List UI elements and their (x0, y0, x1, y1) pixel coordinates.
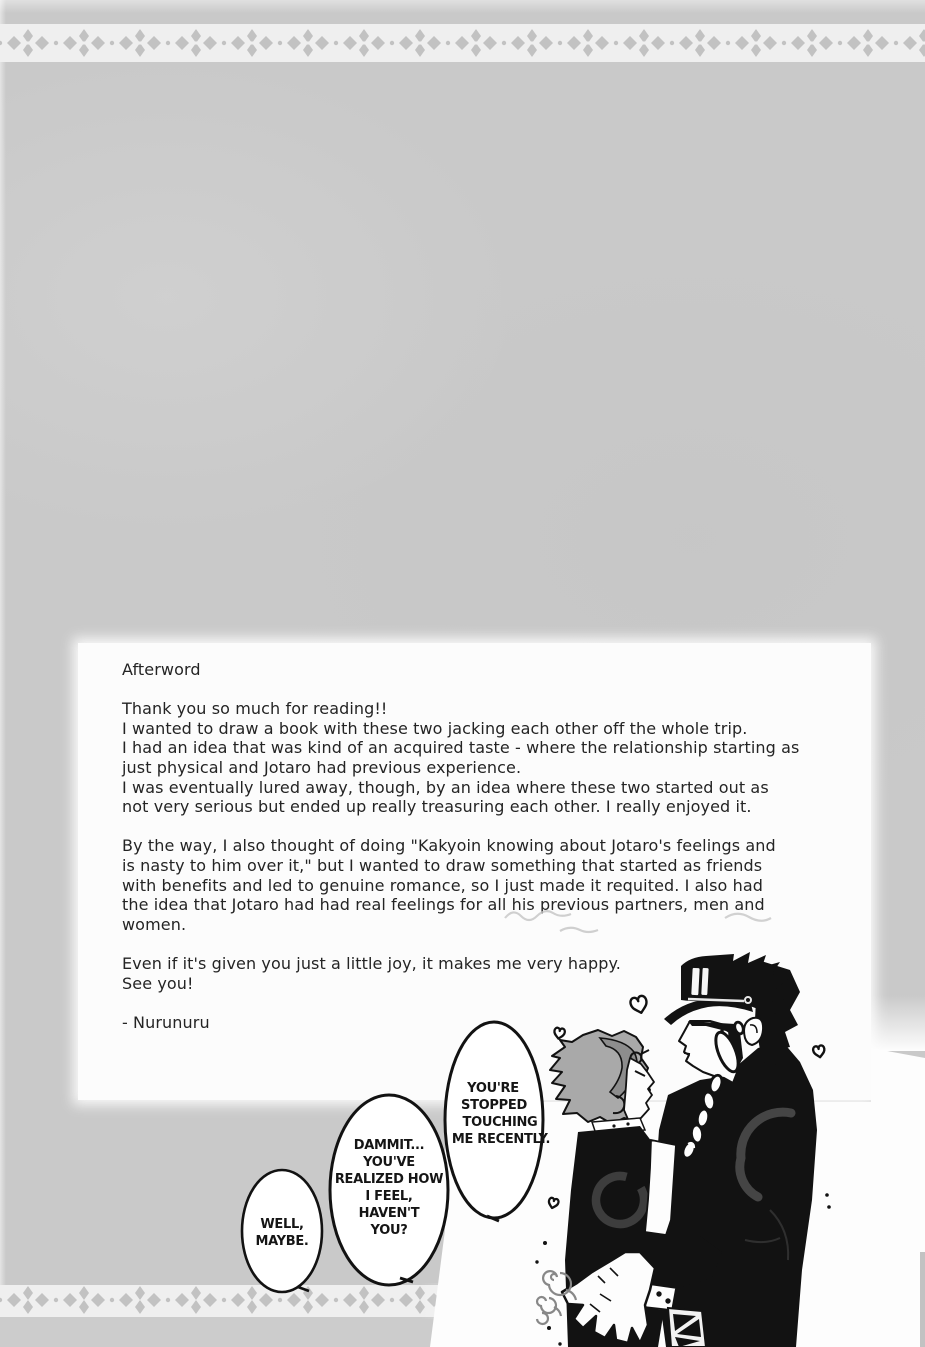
afterword-line: Thank you so much for reading!! (122, 699, 388, 719)
svg-text:YOU'VE: YOU'VE (363, 1155, 415, 1170)
svg-text:HAVEN'T: HAVEN'T (358, 1206, 420, 1221)
svg-text:ME RECENTLY.: ME RECENTLY. (451, 1132, 551, 1147)
svg-text:WELL,: WELL, (260, 1217, 304, 1232)
afterword-line: is nasty to him over it," but I wanted to draw something that started as friends (122, 855, 763, 875)
page-top-edge (0, 0, 925, 13)
svg-text:STOPPED: STOPPED (461, 1098, 527, 1113)
speech-bubble-left (242, 1170, 322, 1292)
top-lace-border (0, 24, 925, 62)
bleedthrough-scribbles (505, 911, 771, 932)
svg-text:REALIZED HOW: REALIZED HOW (334, 1172, 444, 1187)
right-margin-fade (871, 995, 925, 1051)
afterword-title: Afterword (122, 660, 201, 679)
speech-bubble-middle (330, 1095, 448, 1285)
page-right-shadow (920, 1252, 925, 1347)
afterword-line: with benefits and led to genuine romance, so I just made it requited. I also had (122, 875, 764, 895)
afterword-line: I was eventually lured away, though, by an idea where these two started out as (122, 777, 769, 797)
heart-icon (553, 1027, 565, 1039)
button-dot (665, 1298, 670, 1303)
afterword-line: just physical and Jotaro had previous experience. (122, 757, 522, 777)
illustration (0, 900, 925, 1347)
afterword-line: the idea that Jotaro had had real feelings for all his previous partners, men and (122, 895, 765, 915)
svg-text:DAMMIT...: DAMMIT... (353, 1138, 425, 1153)
afterword-line: See you! (122, 973, 194, 993)
svg-text:TOUCHING: TOUCHING (462, 1115, 538, 1130)
afterword-line: I wanted to draw a book with these two jacking each other off the whole trip. (122, 718, 748, 738)
button-dot (656, 1291, 661, 1296)
svg-text:MAYBE.: MAYBE. (255, 1234, 309, 1249)
afterword-paragraph (122, 699, 853, 817)
mouth-line (684, 1053, 690, 1054)
collar-dot (612, 1124, 615, 1127)
jotaro-coat (654, 1042, 817, 1347)
svg-text:YOU?: YOU? (370, 1223, 408, 1238)
afterword-line: I had an idea that was kind of an acquired taste - where the relationship starting as (122, 738, 800, 758)
heart-icon (813, 1045, 826, 1058)
shirt-gap (645, 1140, 676, 1235)
afterword-line: women. (122, 914, 187, 934)
svg-text:I FEEL,: I FEEL, (365, 1189, 413, 1204)
svg-text:YOU'RE: YOU'RE (467, 1081, 519, 1096)
collar-dot (626, 1122, 629, 1125)
afterword-line: Even if it's given you just a little joy, it makes me very happy. (122, 953, 621, 973)
afterword-line: By the way, I also thought of doing "Kakyoin knowing about Jotaro's feelings and (122, 836, 776, 856)
belt (668, 1308, 706, 1347)
heart-icon (629, 995, 649, 1015)
afterword-line: not very serious but ended up really treasuring each other. I really enjoyed it. (122, 797, 752, 817)
author-signature: - Nurunuru (122, 1012, 210, 1032)
